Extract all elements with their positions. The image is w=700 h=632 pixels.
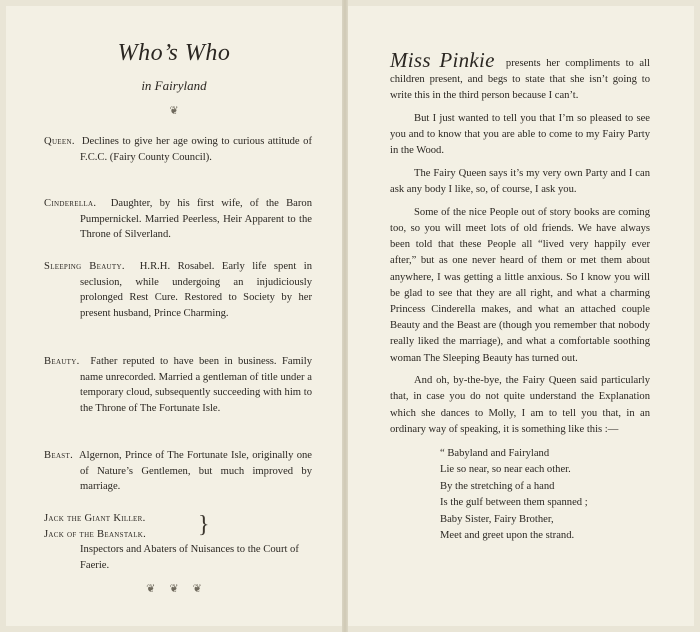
- letter-opening: [390, 48, 650, 105]
- right-page: [348, 6, 694, 626]
- entry-name: Jack of the Beanstalk.: [44, 528, 147, 540]
- poem-line: Lie so near, so near each other.: [440, 464, 571, 476]
- entry-name: Sleeping Beauty.: [44, 261, 125, 272]
- entry-name: Beast.: [44, 450, 74, 461]
- entry-jacks: [44, 511, 312, 574]
- letter-paragraph: And oh, by-the-bye, the Fairy Queen said particularly that, in case you do not quite understand the Explanation which she dances to Molly, I am to tell you that, in an ordinary way of speaking, it is something like this :—: [390, 375, 650, 435]
- letter-opening-text: presents her compliments to all children present, and begs to state that she isn’t going to write this in the third person because I can’t.: [390, 58, 650, 102]
- page-subtitle: in Fairyland: [141, 78, 207, 93]
- entry-names: [44, 511, 146, 542]
- letter-paragraph: But I just wanted to tell you that I’m so pleased to see you and to know that you are able to come to my Fairy Party in the Wood.: [390, 113, 650, 157]
- entry-cinderella: [44, 196, 312, 243]
- entry-text: Daughter, by his first wife, of the Baron Pumpernickel. Married Peerless, Heir Apparent to the Throne of Silverland.: [80, 198, 312, 241]
- poem-line: By the stretching of a hand: [440, 480, 555, 492]
- letter-signatory: Miss Pinkie: [390, 48, 495, 72]
- entry-name: Jack the Giant Killer.: [44, 513, 146, 524]
- poem: [440, 446, 650, 544]
- left-page: [6, 6, 342, 626]
- letter-paragraph: The Fairy Queen says it’s my very own Party and I can ask any body I like, so, of course, I ask you.: [390, 168, 650, 196]
- poem-line: Meet and greet upon the strand.: [440, 530, 575, 542]
- entry-text: H.R.H. Rosabel. Early life spent in seclusion, while undergoing an injudiciously prolonged Rest Cure. Restored to Society by her present husband, Prince Charming.: [80, 261, 313, 320]
- entry-beast: [44, 448, 312, 495]
- entry-queen: [44, 134, 312, 165]
- entry-text: Algernon, Prince of The Fortunate Isle, originally one of Nature’s Gentlemen, but much improved by marriage.: [79, 450, 312, 493]
- fleuron-icon: ❦: [169, 105, 179, 117]
- brace-icon: }: [198, 512, 210, 538]
- poem-line: Is the gulf between them spanned ;: [440, 497, 588, 509]
- letter: [390, 48, 650, 544]
- fleuron-row-icon: ❦❦❦: [146, 583, 216, 595]
- poem-line: Baby Sister, Fairy Brother,: [440, 513, 554, 525]
- entry-sleeping-beauty: [44, 259, 312, 322]
- page-title: Who’s Who: [117, 40, 231, 66]
- entry-name: Cinderella.: [44, 198, 97, 209]
- poem-line: “ Babyland and Fairyland: [440, 448, 550, 460]
- letter-paragraph: Some of the nice People out of story books are coming too, so you will meet lots of old friends. We have always been told that these People all “lived very happily ever after,” but as one never heard of them or met them about anywhere, I was getting a little anxious. So I know you will be glad to see that they are all right, and what a charming Princess Cinderella makes, and what an attached couple Beauty and the Beast are (though you remember that nobody really liked the marriage), and what a comfortable soothing woman The Sleeping Beauty has turned out.: [390, 206, 650, 364]
- entry-name: Beauty.: [44, 356, 80, 367]
- entry-text: Father reputed to have been in business. Family name unrecorded. Married a gentleman of title under a temporary cloud, subsequently succeeding with him to the Throne of The Fortunate Isle.: [80, 356, 312, 415]
- entry-text: Inspectors and Abaters of Nuisances to the Court of Faerie.: [80, 544, 299, 572]
- entry-beauty: [44, 354, 312, 417]
- entry-name: Queen.: [44, 136, 75, 147]
- entry-text: Declines to give her age owing to curious attitude of F.C.C. (Fairy County Council).: [80, 136, 312, 163]
